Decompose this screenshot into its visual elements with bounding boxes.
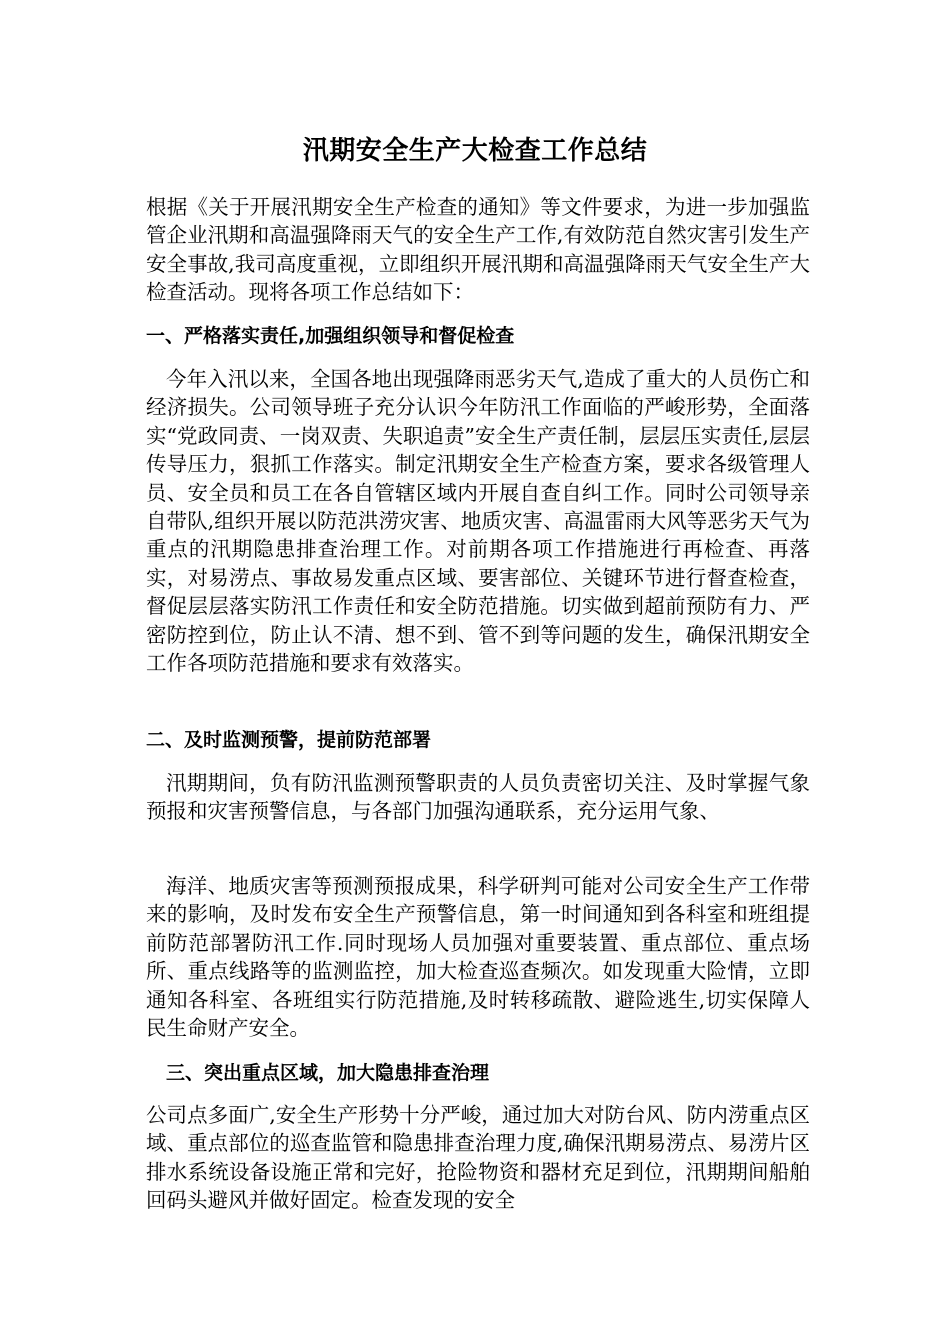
section-1-heading: 一、严格落实责任,加强组织领导和督促检查 <box>146 325 515 347</box>
intro-paragraph: 根据《关于开展汛期安全生产检查的通知》等文件要求，为进一步加强监管企业汛期和高温强降雨天气的安全生产工作,有效防范自然灾害引发生产安全事故,我司高度重视，立即组织开展汛期和高温强降雨天气安全生产大检查活动。现将各项工作总结如下： <box>146 195 810 305</box>
section-2-paragraph-1: 汛期期间，负有防汛监测预警职责的人员负责密切关注、及时掌握气象预报和灾害预警信息，与各部门加强沟通联系，充分运用气象、 <box>146 771 810 824</box>
section-3-heading: 三、突出重点区域，加大隐患排查治理 <box>166 1062 490 1084</box>
section-1-paragraph: 今年入汛以来，全国各地出现强降雨恶劣天气,造成了重大的人员伤亡和经济损失。公司领导班子充分认识今年防汛工作面临的严峻形势，全面落实“党政同责、一岗双责、失职追责”安全生产责任制，层层压实责任,层层传导压力，狠抓工作落实。制定汛期安全生产检查方案，要求各级管理人员、安全员和员工在各自管辖区域内开展自查自纠工作。同时公司领导亲自带队,组织开展以防范洪涝灾害、地质灾害、高温雷雨大风等恶劣天气为重点的汛期隐患排查治理工作。对前期各项工作措施进行再检查、再落实，对易涝点、事故易发重点区域、要害部位、关键环节进行督查检查，督促层层落实防汛工作责任和安全防范措施。切实做到超前预防有力、严密防控到位，防止认不清、想不到、管不到等问题的发生，确保汛期安全工作各项防范措施和要求有效落实。 <box>146 367 810 676</box>
section-3-paragraph: 公司点多面广,安全生产形势十分严峻，通过加大对防台风、防内涝重点区域、重点部位的巡查监管和隐患排查治理力度,确保汛期易涝点、易涝片区排水系统设备设施正常和完好，抢险物资和器材充足到位，汛期期间船舶回码头避风并做好固定。检查发现的安全 <box>146 1103 810 1213</box>
document-title: 汛期安全生产大检查工作总结 <box>302 136 648 166</box>
section-2-heading: 二、及时监测预警，提前防范部署 <box>146 729 432 751</box>
section-2-paragraph-2: 海洋、地质灾害等预测预报成果，科学研判可能对公司安全生产工作带来的影响，及时发布安全生产预警信息，第一时间通知到各科室和班组提前防范部署防汛工作.同时现场人员加强对重要装置、重点部位、重点场所、重点线路等的监测监控，加大检查巡查频次。如发现重大险情，立即通知各科室、各班组实行防范措施,及时转移疏散、避险逃生,切实保障人民生命财产安全。 <box>146 874 810 1041</box>
